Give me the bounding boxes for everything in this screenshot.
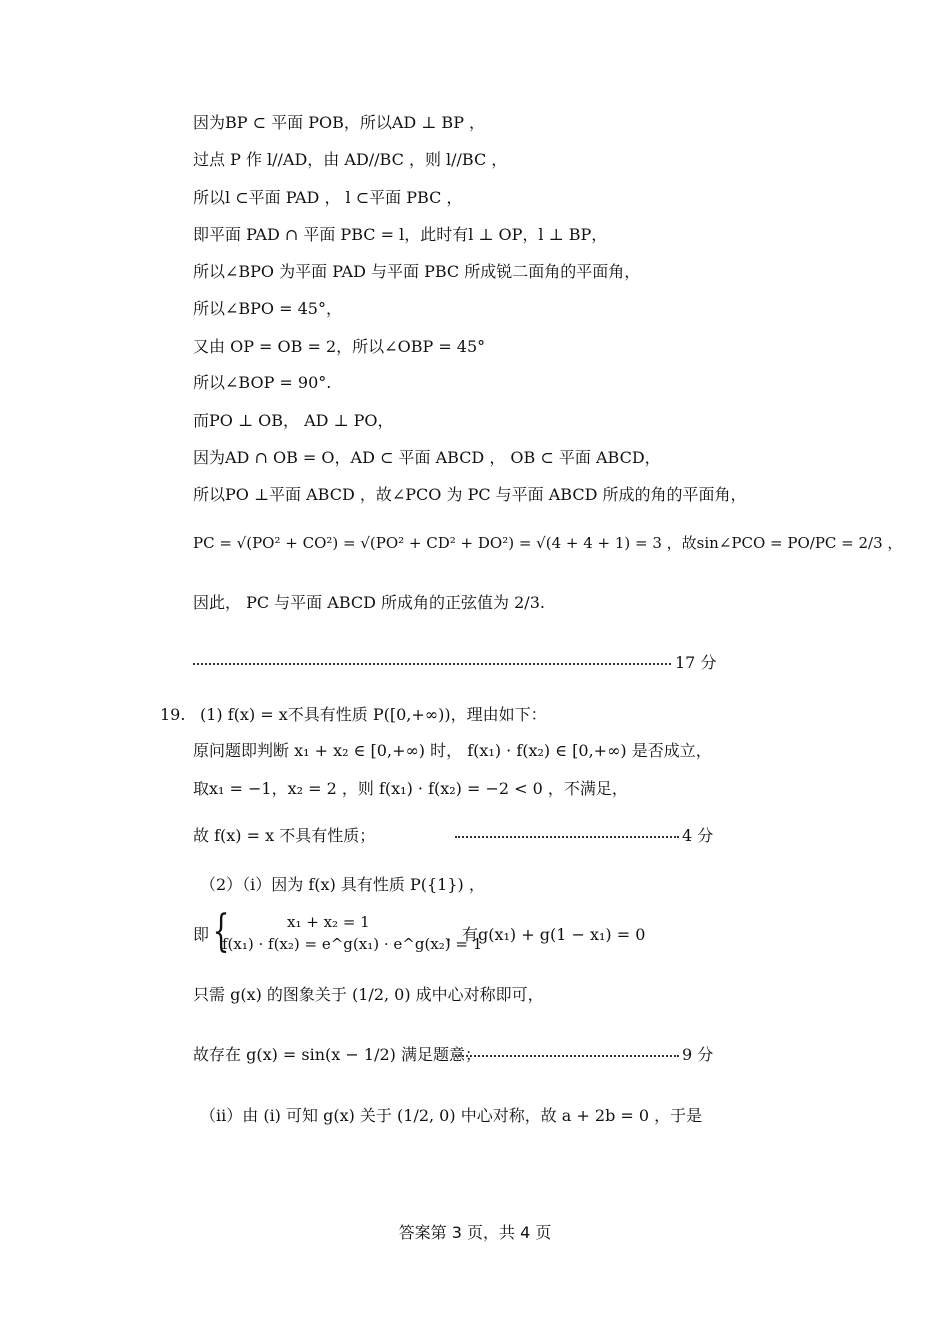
proof-line-3: 所以l ⊂平面 PAD ， l ⊂平面 PBC ， bbox=[193, 188, 463, 207]
sine-conclusion-line: 因此， PC 与平面 ABCD 所成角的正弦值为 2/3. bbox=[193, 593, 545, 612]
proof-line-11: 所以PO ⊥平面 ABCD ，故∠PCO 为 PC 与平面 ABCD 所成的角的平面角， bbox=[193, 485, 747, 504]
score-4: 4 分 bbox=[682, 826, 714, 845]
proof-line-1: 因为BP ⊂ 平面 POB，所以AD ⊥ BP ， bbox=[193, 113, 486, 132]
proof-line-5: 所以∠BPO 为平面 PAD 与平面 PBC 所成锐二面角的平面角， bbox=[193, 262, 641, 281]
score-leader-dots-1 bbox=[193, 663, 671, 665]
q19-part1-line: (1) f(x) = x不具有性质 P([0,+∞))，理由如下： bbox=[200, 705, 547, 724]
q19-line-2: 原问题即判断 x₁ + x₂ ∈ [0,+∞) 时， f(x₁) · f(x₂) ∈ [0,+∞) 是否成立， bbox=[193, 741, 712, 760]
score-leader-dots-3 bbox=[455, 1055, 679, 1057]
system-eq-1: x₁ + x₂ = 1 bbox=[287, 913, 370, 931]
q19-line-3: 取x₁ = −1，x₂ = 2 ，则 f(x₁) · f(x₂) = −2 < 0 ，不满足， bbox=[193, 779, 628, 798]
system-prefix: 即 bbox=[193, 925, 210, 944]
q19-part2-line: （2）（i）因为 f(x) 具有性质 P({1}) ， bbox=[200, 875, 485, 894]
proof-line-6: 所以∠BPO = 45°， bbox=[193, 299, 342, 318]
proof-line-4: 即平面 PAD ∩ 平面 PBC = l，此时有l ⊥ OP，l ⊥ BP， bbox=[193, 225, 608, 244]
page-footer: 答案第 3 页，共 4 页 bbox=[398, 1223, 552, 1242]
proof-line-7: 又由 OP = OB = 2，所以∠OBP = 45° bbox=[193, 337, 486, 356]
system-eq-2: f(x₁) · f(x₂) = e^g(x₁) · e^g(x₂) = 1 bbox=[222, 935, 483, 953]
score-leader-dots-2 bbox=[455, 836, 679, 838]
system-result: ，有g(x₁) + g(1 − x₁) = 0 bbox=[446, 925, 646, 944]
proof-line-10: 因为AD ∩ OB = O，AD ⊂ 平面 ABCD ， OB ⊂ 平面 ABCD， bbox=[193, 448, 661, 467]
score-9: 9 分 bbox=[682, 1045, 714, 1064]
question-number: 19. bbox=[160, 705, 186, 724]
proof-line-2: 过点 P 作 l//AD，由 AD//BC ，则 l//BC ， bbox=[193, 150, 508, 169]
score-17: 17 分 bbox=[675, 653, 717, 672]
q19-line-center-symmetry: 只需 g(x) 的图象关于 (1/2, 0) 成中心对称即可， bbox=[193, 985, 544, 1004]
q19-line-4: 故 f(x) = x 不具有性质； bbox=[193, 826, 376, 845]
q19-line-exists: 故存在 g(x) = sin(x − 1/2) 满足题意； bbox=[193, 1045, 481, 1064]
left-brace-icon: { bbox=[212, 906, 230, 957]
pc-formula-line: PC = √(PO² + CO²) = √(PO² + CD² + DO²) = √(4 + 4 + 1) = 3 ，故sin∠PCO = PO/PC = 2/3 ， bbox=[193, 534, 903, 552]
q19-part2-ii-line: （ii）由 (i) 可知 g(x) 关于 (1/2, 0) 中心对称，故 a + 2b = 0 ，于是 bbox=[200, 1106, 703, 1125]
proof-line-8: 所以∠BOP = 90°. bbox=[193, 373, 332, 392]
proof-line-9: 而PO ⊥ OB， AD ⊥ PO， bbox=[193, 411, 394, 430]
